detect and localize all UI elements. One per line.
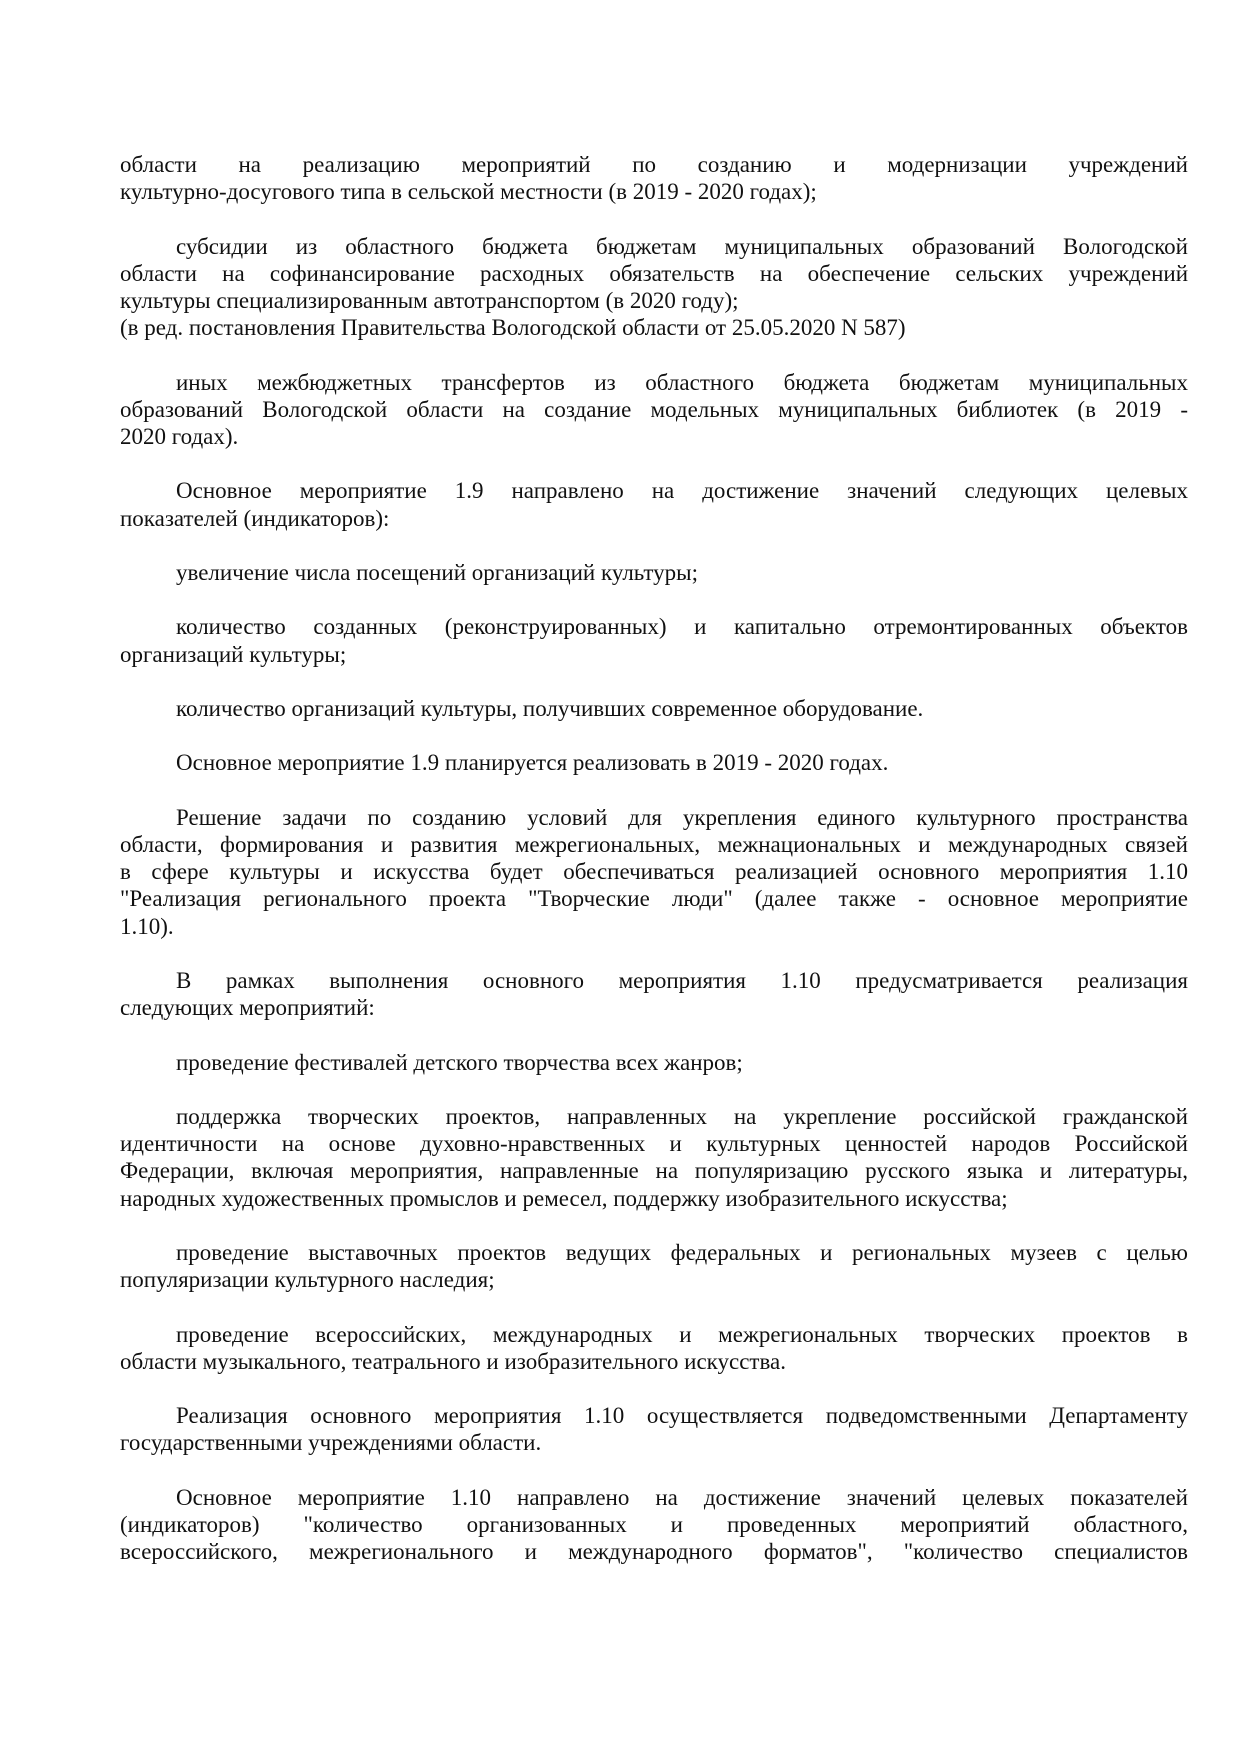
text-line: проведение всероссийских, международных и межрегиональных творческих проектов в: [176, 1321, 1188, 1347]
paragraph: [120, 1239, 1188, 1293]
text-line: Решение задачи по созданию условий для укрепления единого культурного пространства: [176, 804, 1188, 830]
text-line: в сфере культуры и искусства будет обеспечиваться реализацией основного мероприятия 1.10: [120, 859, 1188, 885]
paragraph: [120, 804, 1188, 940]
paragraph: [120, 695, 1188, 722]
text-line: организаций культуры;: [120, 641, 347, 667]
text-line: субсидии из областного бюджета бюджетам муниципальных образований Вологодской: [176, 233, 1188, 259]
text-line: поддержка творческих проектов, направленных на укрепление российской гражданской: [176, 1103, 1188, 1129]
text-line: показателей (индикаторов):: [120, 505, 390, 531]
amendment-note: [120, 314, 1188, 341]
paragraph: [120, 1484, 1188, 1566]
text-line: В рамках выполнения основного мероприятия 1.10 предусматривается реализация: [176, 967, 1188, 993]
text-line: всероссийского, межрегионального и международного форматов", "количество специалистов: [120, 1539, 1188, 1565]
text-line: культуры специализированным автотранспортом (в 2020 году);: [120, 288, 739, 313]
paragraph: [120, 613, 1188, 667]
text-line: Федерации, включая мероприятия, направленные на популяризацию русского языка и литературы,: [120, 1158, 1188, 1184]
text-line: Основное мероприятие 1.9 направлено на достижение значений следующих целевых: [176, 478, 1188, 504]
text-line: "Реализация регионального проекта "Творческие люди" (далее также - основное мероприятие: [120, 886, 1188, 912]
text-line: области на софинансирование расходных обязательств на обеспечение сельских учреждений: [120, 260, 1188, 286]
text-line: области музыкального, театрального и изобразительного искусства.: [120, 1348, 787, 1374]
paragraph: [120, 559, 1188, 586]
text-line: государственными учреждениями области.: [120, 1430, 542, 1456]
paragraph: [120, 1402, 1188, 1456]
paragraph: [120, 151, 1188, 205]
paragraph: [120, 1321, 1188, 1375]
text-line: области на реализацию мероприятий по созданию и модернизации учреждений: [120, 152, 1188, 177]
text-line: Реализация основного мероприятия 1.10 осуществляется подведомственными Департаменту: [176, 1403, 1188, 1429]
text-line: образований Вологодской области на создание модельных муниципальных библиотек (в 2019 -: [120, 396, 1188, 422]
text-line: проведение фестивалей детского творчества всех жанров;: [176, 1049, 743, 1075]
text-line: Основное мероприятие 1.9 планируется реализовать в 2019 - 2020 годах.: [176, 750, 889, 776]
text-line: народных художественных промыслов и ремесел, поддержку изобразительного искусства;: [120, 1185, 1008, 1211]
paragraph: [120, 233, 1188, 315]
text-line: количество организаций культуры, получивших современное оборудование.: [176, 695, 924, 721]
text-line: (в ред. постановления Правительства Вологодской области от 25.05.2020 N 587): [120, 315, 906, 341]
text-line: идентичности на основе духовно-нравственных и культурных ценностей народов Российской: [120, 1131, 1188, 1157]
text-line: следующих мероприятий:: [120, 995, 375, 1021]
text-line: проведение выставочных проектов ведущих федеральных и региональных музеев с целью: [176, 1239, 1188, 1265]
document-page: [120, 151, 1188, 1593]
text-line: области, формирования и развития межрегиональных, межнациональных и международных связей: [120, 831, 1188, 857]
text-line: иных межбюджетных трансфертов из областного бюджета бюджетам муниципальных: [176, 369, 1188, 395]
text-line: 1.10).: [120, 913, 174, 939]
paragraph: [120, 1049, 1188, 1076]
text-line: Основное мероприятие 1.10 направлено на достижение значений целевых показателей: [176, 1484, 1188, 1510]
text-line: увеличение числа посещений организаций культуры;: [176, 559, 699, 585]
text-line: (индикаторов) "количество организованных и проведенных мероприятий областного,: [120, 1511, 1188, 1537]
paragraph: [120, 1103, 1188, 1212]
paragraph: [120, 477, 1188, 531]
text-line: количество созданных (реконструированных) и капитально отремонтированных объектов: [176, 614, 1188, 640]
paragraph: [120, 749, 1188, 776]
text-line: 2020 годах).: [120, 424, 239, 449]
paragraph: [120, 967, 1188, 1021]
text-line: культурно-досугового типа в сельской местности (в 2019 - 2020 годах);: [120, 179, 817, 205]
text-line: популяризации культурного наследия;: [120, 1267, 495, 1293]
paragraph: [120, 369, 1188, 451]
